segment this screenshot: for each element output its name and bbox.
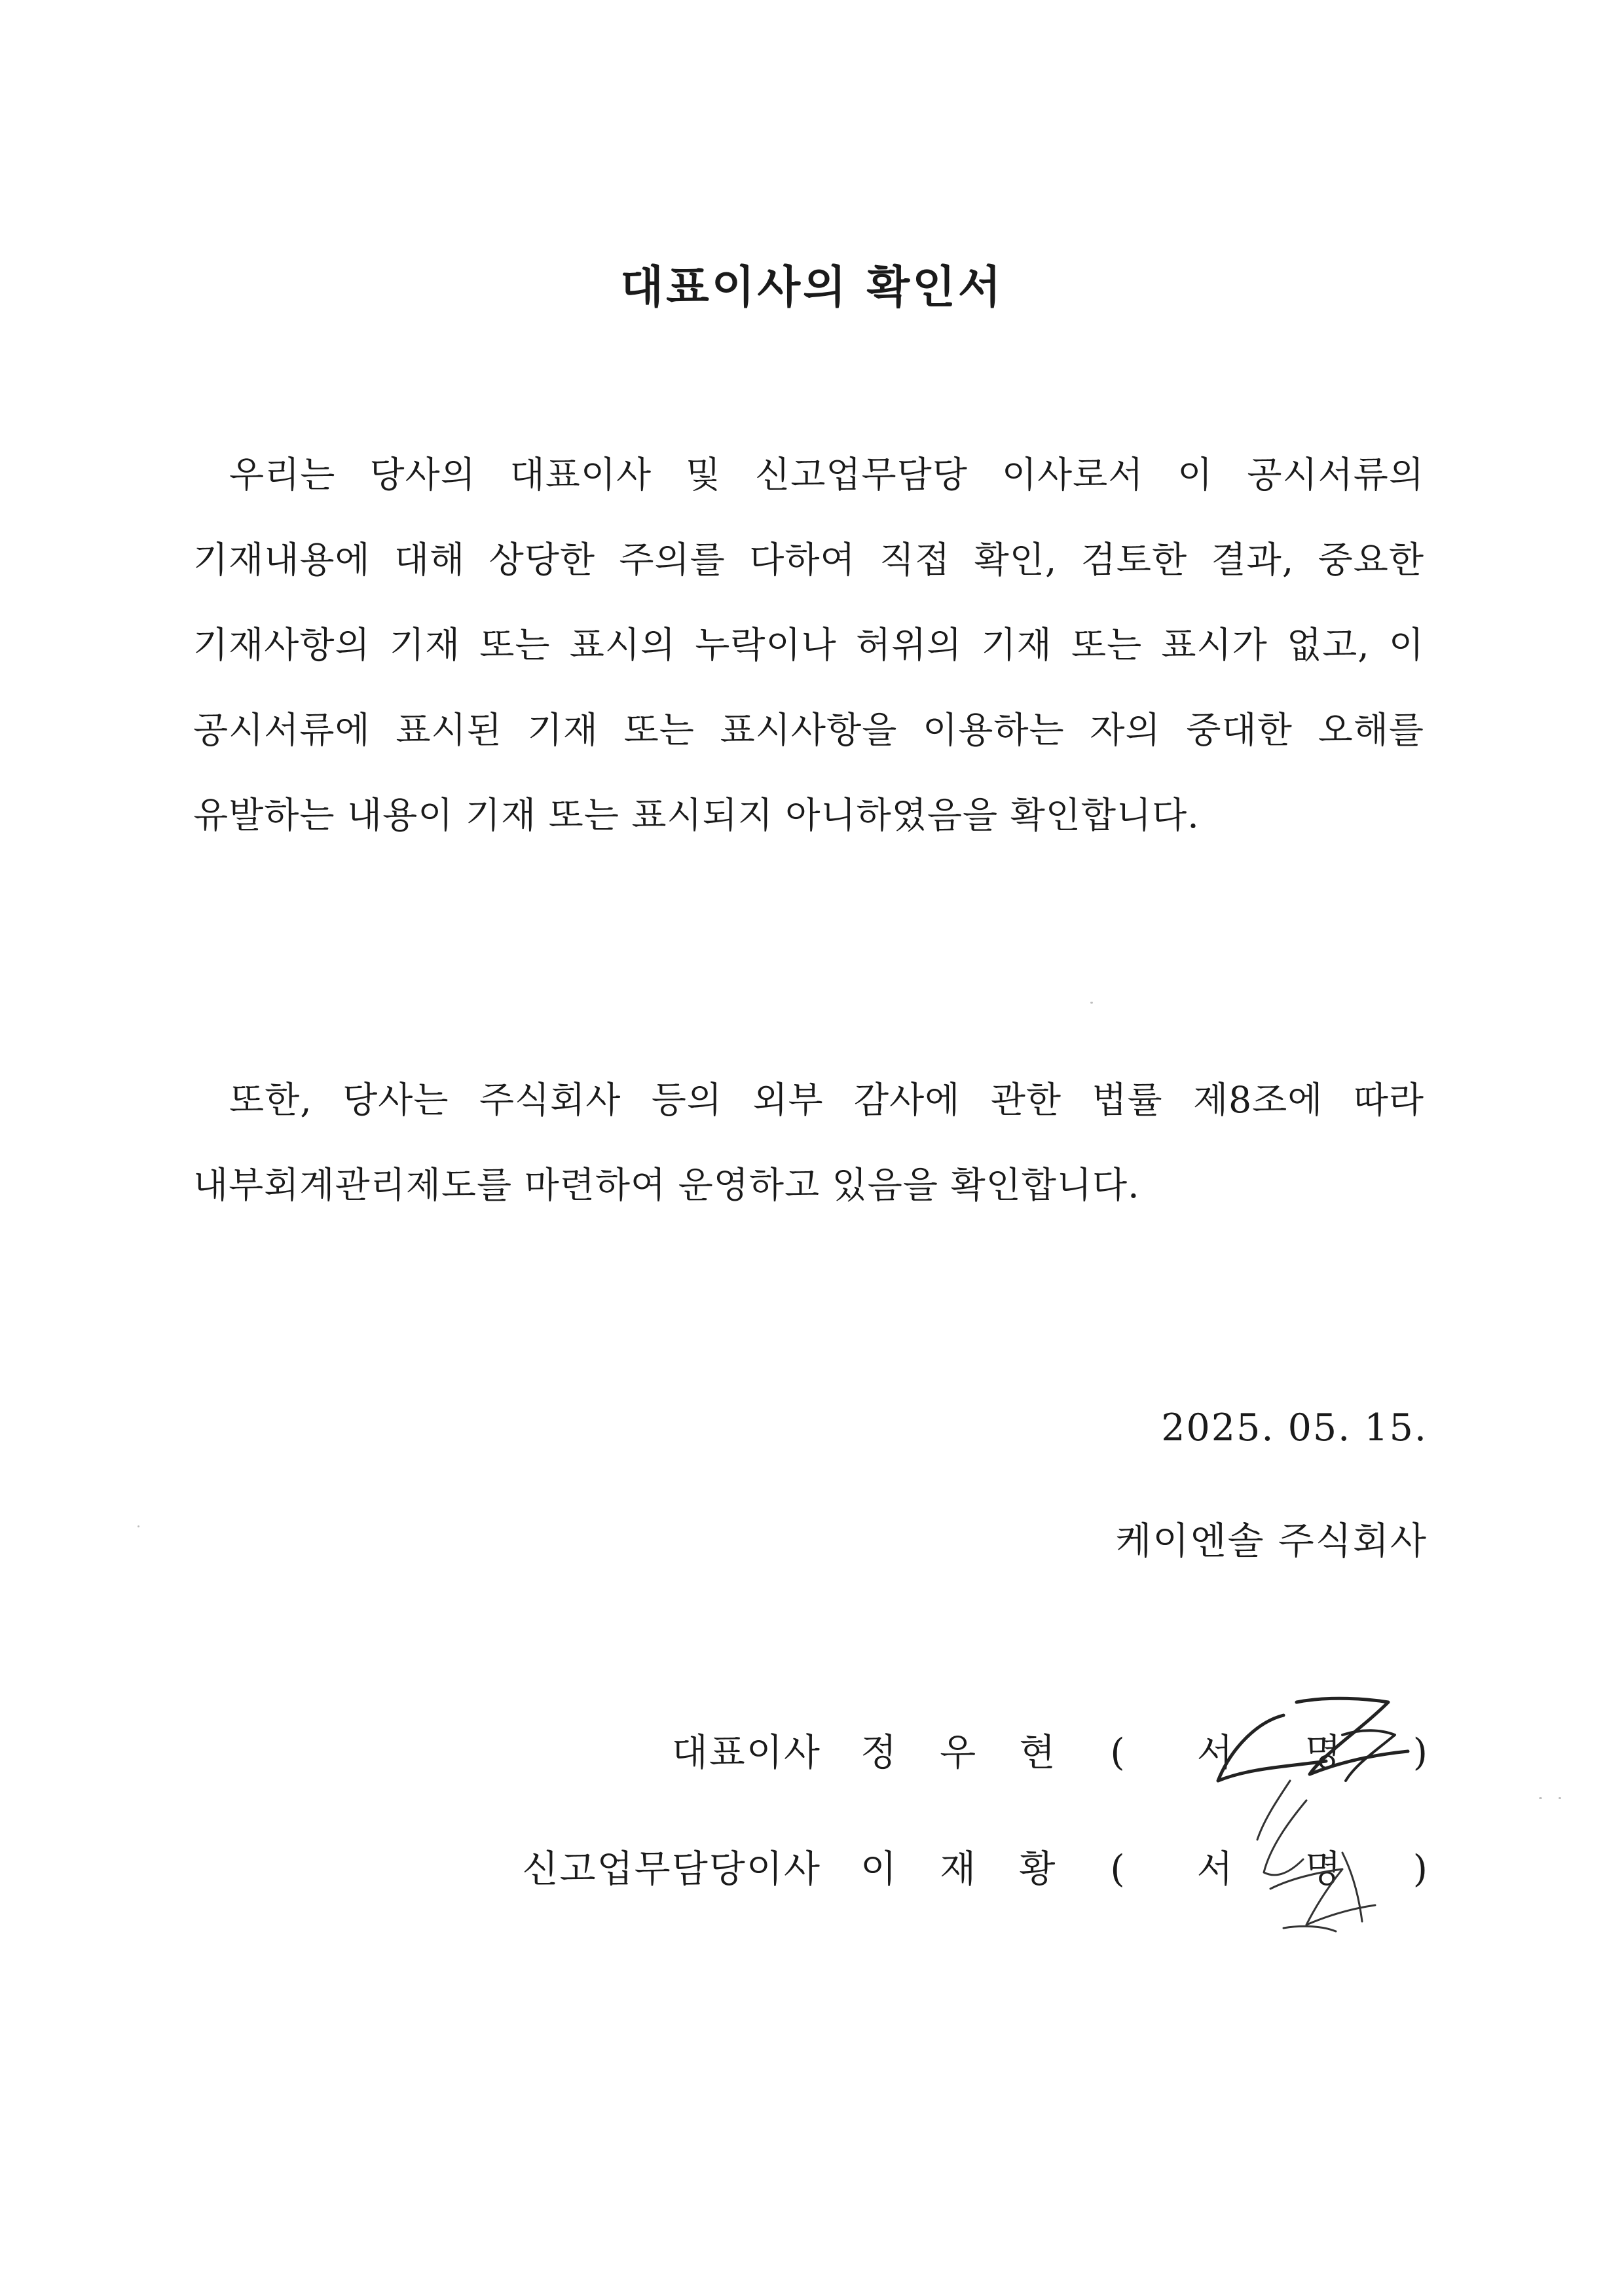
scan-speck — [138, 1525, 139, 1527]
scan-speck — [1539, 1797, 1542, 1799]
confirmation-text: 우리는 당사의 대표이사 및 신고업무담당 이사로서 이 공시서류의 기재내용에 대해 상당한 주의를 다하여 직접 확인, 검토한 결과, 중요한 기재사항의 기재 또는 표시의 누락이나 허위의 기재 또는 표시가 없고, 이 공시서류에 표시된 기재 또는 표시사항을 이용하는 자의 중대한 오해를 유발하는 내용이 기재 또는 표시되지 아니하였음을 확인합니다. — [193, 454, 1424, 836]
document-title: 대표이사의 확인서 — [620, 262, 1004, 314]
signatory-role: 대표이사 — [671, 1731, 821, 1774]
signatory-ceo — [671, 1723, 1500, 1776]
confirmation-paragraph — [193, 432, 1424, 858]
company-name: 케이엔솔 주식회사 — [1115, 1520, 1428, 1563]
signature-label: (서명) — [1110, 1731, 1500, 1774]
signatory-name: 정 우 현 — [860, 1731, 1071, 1774]
signatory-role: 신고업무담당이사 — [522, 1848, 821, 1891]
signature-label: (서명) — [1110, 1848, 1500, 1891]
signatory-name: 이 재 황 — [860, 1848, 1071, 1891]
document-date: 2025. 05. 15. — [1161, 1406, 1428, 1449]
internal-control-text: 또한, 당사는 주식회사 등의 외부 감사에 관한 법률 제8조에 따라 내부회계관리제도를 마련하여 운영하고 있음을 확인합니다. — [193, 1079, 1424, 1206]
scan-speck — [1090, 1002, 1093, 1004]
internal-control-paragraph — [193, 1057, 1424, 1228]
scan-speck — [1559, 1797, 1561, 1799]
signatory-disclosure-officer — [522, 1840, 1500, 1892]
